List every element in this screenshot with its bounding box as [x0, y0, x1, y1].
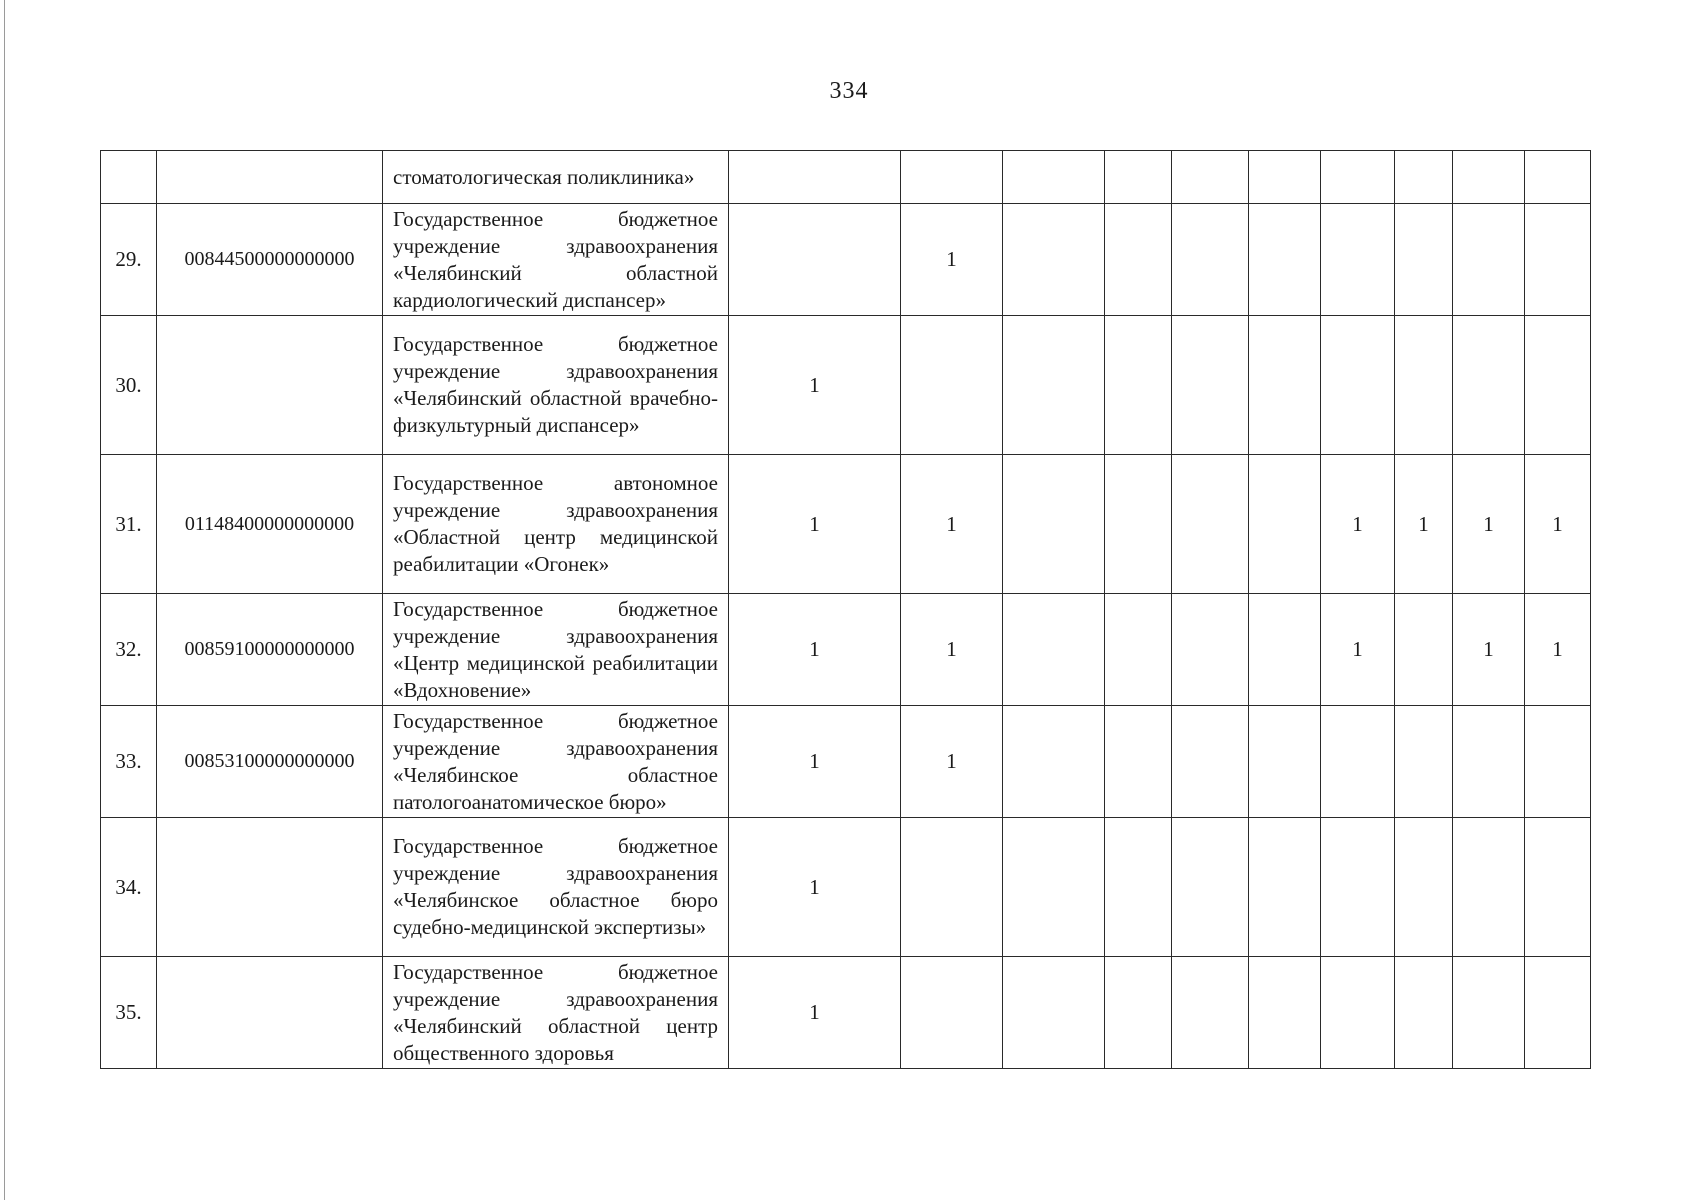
value-cell: 1 [901, 455, 1003, 594]
value-cell: 1 [729, 706, 901, 818]
value-cell [1249, 316, 1321, 455]
value-cell [901, 818, 1003, 957]
value-cell [1525, 818, 1591, 957]
value-cell [1172, 316, 1249, 455]
value-cell [1453, 204, 1525, 316]
institution-name: Государственное бюджетное учреждение здравоохранения «Челябинский областной кардиологический диспансер» [383, 204, 729, 316]
value-cell [1172, 818, 1249, 957]
value-cell [1525, 151, 1591, 204]
value-cell: 1 [1453, 455, 1525, 594]
institution-name: Государственное бюджетное учреждение здравоохранения «Челябинский областной центр общественного здоровья [383, 957, 729, 1069]
table-row [101, 316, 1591, 455]
row-code [157, 818, 383, 957]
row-number: 34. [101, 818, 157, 957]
value-cell [1395, 818, 1453, 957]
value-cell: 1 [901, 706, 1003, 818]
value-cell: 1 [729, 957, 901, 1069]
value-cell: 1 [1321, 455, 1395, 594]
institution-name: Государственное бюджетное учреждение здравоохранения «Челябинский областной врачебно-физкультурный диспансер» [383, 316, 729, 455]
value-cell [1321, 316, 1395, 455]
table-row [101, 818, 1591, 957]
value-cell [1105, 455, 1172, 594]
value-cell [1003, 594, 1105, 706]
value-cell [1105, 316, 1172, 455]
row-number: 33. [101, 706, 157, 818]
value-cell [1003, 204, 1105, 316]
value-cell [1321, 204, 1395, 316]
row-number: 32. [101, 594, 157, 706]
value-cell [1172, 455, 1249, 594]
value-cell [901, 316, 1003, 455]
value-cell [1172, 957, 1249, 1069]
value-cell: 1 [1525, 455, 1591, 594]
value-cell: 1 [729, 594, 901, 706]
value-cell [1249, 204, 1321, 316]
value-cell: 1 [1321, 594, 1395, 706]
value-cell [1525, 706, 1591, 818]
value-cell [1453, 818, 1525, 957]
value-cell [1105, 204, 1172, 316]
value-cell [1395, 151, 1453, 204]
value-cell [729, 204, 901, 316]
table-row [101, 151, 1591, 204]
table-row [101, 204, 1591, 316]
value-cell [901, 151, 1003, 204]
value-cell [1003, 316, 1105, 455]
row-code: 00844500000000000 [157, 204, 383, 316]
value-cell [1321, 818, 1395, 957]
row-code: 00853100000000000 [157, 706, 383, 818]
value-cell [1525, 957, 1591, 1069]
value-cell: 1 [901, 204, 1003, 316]
value-cell [1249, 594, 1321, 706]
institution-name: Государственное бюджетное учреждение здравоохранения «Центр медицинской реабилитации «Вдохновение» [383, 594, 729, 706]
row-number: 35. [101, 957, 157, 1069]
value-cell [729, 151, 901, 204]
row-number: 31. [101, 455, 157, 594]
value-cell [1003, 455, 1105, 594]
value-cell [1172, 594, 1249, 706]
scan-edge-line [4, 0, 5, 1200]
row-number [101, 151, 157, 204]
institution-name: Государственное бюджетное учреждение здравоохранения «Челябинское областное бюро судебно-медицинской экспертизы» [383, 818, 729, 957]
value-cell: 1 [729, 455, 901, 594]
value-cell [1172, 706, 1249, 818]
value-cell: 1 [901, 594, 1003, 706]
row-code: 00859100000000000 [157, 594, 383, 706]
value-cell [1172, 151, 1249, 204]
row-code [157, 957, 383, 1069]
value-cell [1249, 455, 1321, 594]
page-number: 334 [829, 78, 869, 104]
value-cell [1105, 594, 1172, 706]
row-code: 01148400000000000 [157, 455, 383, 594]
value-cell [1395, 706, 1453, 818]
value-cell [1321, 706, 1395, 818]
institution-name: Государственное бюджетное учреждение здравоохранения «Челябинское областное патологоанатомическое бюро» [383, 706, 729, 818]
row-code [157, 151, 383, 204]
value-cell: 1 [1453, 594, 1525, 706]
value-cell: 1 [1395, 455, 1453, 594]
institution-name: Государственное автономное учреждение здравоохранения «Областной центр медицинской реабилитации «Огонек» [383, 455, 729, 594]
row-number: 30. [101, 316, 157, 455]
value-cell [1249, 818, 1321, 957]
value-cell [1105, 151, 1172, 204]
value-cell [1453, 706, 1525, 818]
value-cell [1525, 316, 1591, 455]
value-cell [1395, 594, 1453, 706]
value-cell [1105, 957, 1172, 1069]
table-row [101, 594, 1591, 706]
table-row [101, 455, 1591, 594]
value-cell [1003, 957, 1105, 1069]
value-cell [1003, 818, 1105, 957]
value-cell [1453, 151, 1525, 204]
table-row [101, 957, 1591, 1069]
value-cell [1453, 316, 1525, 455]
value-cell [1453, 957, 1525, 1069]
value-cell [1525, 204, 1591, 316]
value-cell [1321, 957, 1395, 1069]
value-cell [1249, 151, 1321, 204]
value-cell: 1 [1525, 594, 1591, 706]
table-row [101, 706, 1591, 818]
value-cell [1249, 706, 1321, 818]
value-cell [1395, 957, 1453, 1069]
value-cell [1395, 204, 1453, 316]
value-cell [1321, 151, 1395, 204]
row-code [157, 316, 383, 455]
value-cell [1003, 706, 1105, 818]
value-cell: 1 [729, 316, 901, 455]
institution-name: стоматологическая поликлиника» [383, 151, 729, 204]
institutions-table [100, 150, 1591, 1069]
value-cell [1172, 204, 1249, 316]
value-cell [1003, 151, 1105, 204]
row-number: 29. [101, 204, 157, 316]
value-cell [1105, 818, 1172, 957]
value-cell [901, 957, 1003, 1069]
value-cell [1105, 706, 1172, 818]
value-cell [1249, 957, 1321, 1069]
value-cell [1395, 316, 1453, 455]
value-cell: 1 [729, 818, 901, 957]
